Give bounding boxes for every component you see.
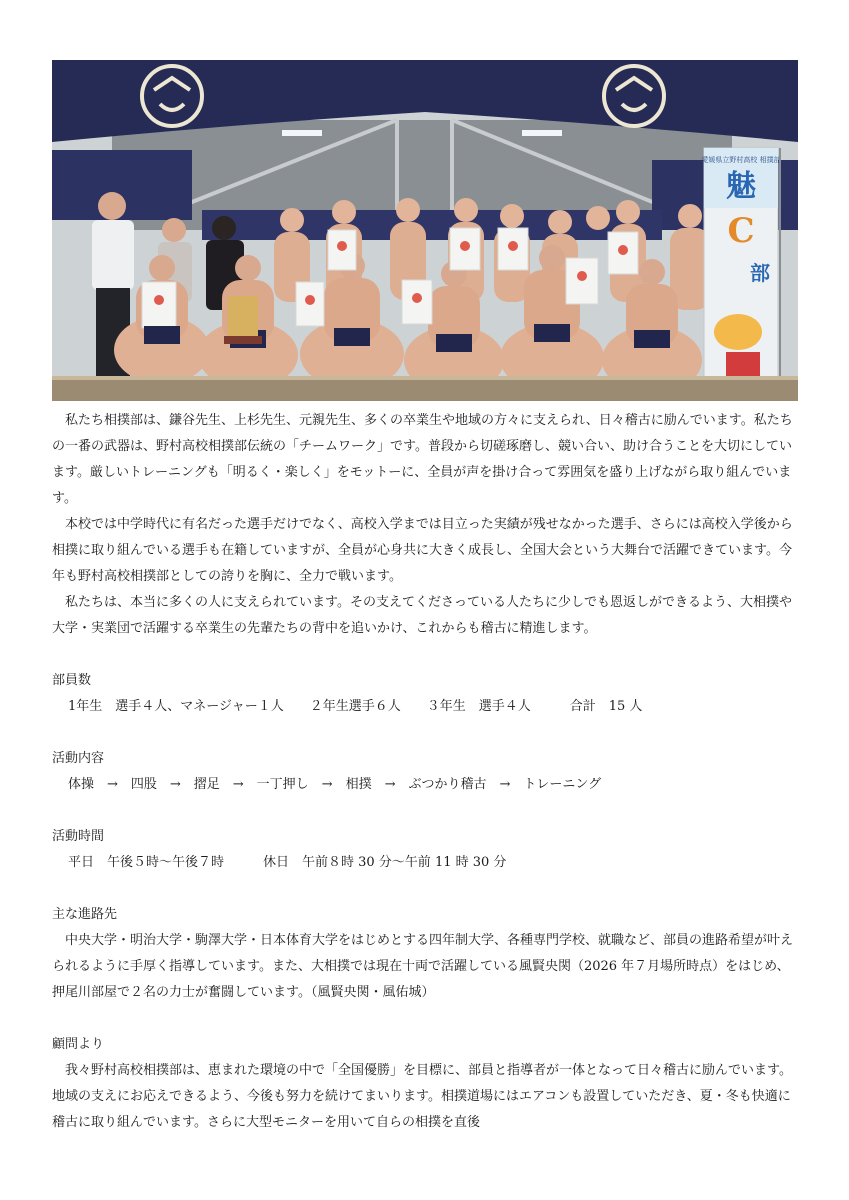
careers-paragraph: 中央大学・明治大学・駒澤大学・日本体育大学をはじめとする四年制大学、各種専門学校、就職など、部員の進路希望が叶えられるように手厚く指導しています。また、大相撲では現在十両で活躍している風賢央関（2026 年７月場所時点）をはじめ、押尾川部屋で２名の力士が奮闘しています。（風賢央関・風佑城） <box>52 933 794 1000</box>
advisor-heading: 顧問より <box>52 1037 105 1052</box>
document-body <box>52 408 798 1136</box>
svg-text:C: C <box>727 211 755 251</box>
activities-heading: 活動内容 <box>52 751 105 766</box>
members-heading: 部員数 <box>52 673 92 688</box>
intro-paragraph-2: 本校では中学時代に有名だった選手だけでなく、高校入学までは目立った実績が残せなかった選手、さらには高校入学後から相撲に取り組んでいる選手も在籍していますが、全員が心身共に大きく成長し、全国大会という大舞台で活躍できています。今年も野村高校相撲部としての誇りを胸に、全力で戦います。 <box>52 517 793 584</box>
activities-line: 体操 → 四股 → 摺足 → 一丁押し → 相撲 → ぶつかり稽古 → トレーニング <box>68 777 602 792</box>
hours-heading: 活動時間 <box>52 829 105 844</box>
intro-paragraph-3: 私たちは、本当に多くの人に支えられています。その支えてくださっている人たちに少しでも恩返しができるよう、大相撲や大学・実業団で活躍する卒業生の先輩たちの背中を追いかけ、これからも稽古に精進します。 <box>52 595 792 636</box>
hours-line: 平日 午後５時〜午後７時 休日 午前８時 30 分〜午前 11 時 30 分 <box>68 855 507 870</box>
banner-text: 愛媛県立野村高校 相撲部 <box>701 156 781 164</box>
careers-heading: 主な進路先 <box>52 907 118 922</box>
banner-club-char: 部 <box>750 261 770 285</box>
banner-big-char: 魅 <box>726 169 756 204</box>
team-photo <box>52 60 798 401</box>
members-line: 1年生 選手４人、マネージャー１人 ２年生選手６人 ３年生 選手４人 合計 15 人 <box>68 699 643 714</box>
advisor-paragraph: 我々野村高校相撲部は、恵まれた環境の中で「全国優勝」を目標に、部員と指導者が一体となって日々稽古に励んでいます。地域の支えにお応えできるよう、今後も努力を続けてまいります。相撲道場にはエアコンも設置していただき、夏・冬も快適に稽古に取り組んでいます。さらに大型モニターを用いて自らの相撲を直後 <box>52 1063 792 1130</box>
intro-paragraph-1: 私たち相撲部は、鎌谷先生、上杉先生、元親先生、多くの卒業生や地域の方々に支えられ、日々稽古に励んでいます。私たちの一番の武器は、野村高校相撲部伝統の「チームワーク」です。普段から切磋琢磨し、競い合い、助け合うことを大切にしています。厳しいトレーニングも「明るく・楽しく」をモットーに、全員が声を掛け合って雰囲気を盛り上げながら取り組んでいます。 <box>52 413 793 506</box>
